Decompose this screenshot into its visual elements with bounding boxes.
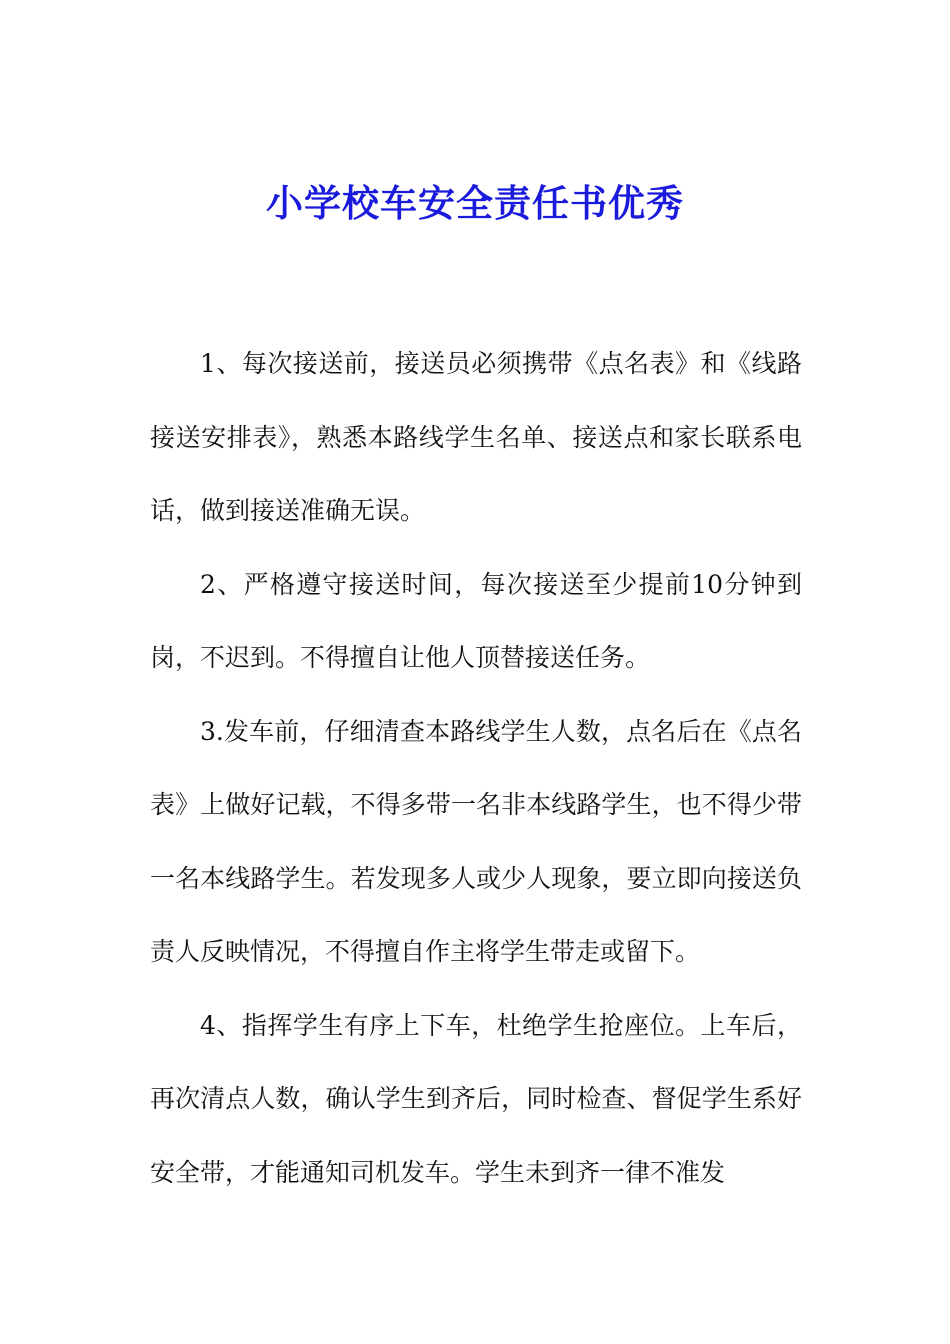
paragraph-3: 3.发车前，仔细清查本路线学生人数，点名后在《点名表》上做好记载，不得多带一名非本线路学生，也不得少带一名本线路学生。若发现多人或少人现象，要立即向接送负责人反映情况，不得擅自作主将学生带走或留下。 [150, 716, 802, 966]
document-body [150, 327, 802, 1209]
paragraph-4: 4、指挥学生有序上下车，杜绝学生抢座位。上车后，再次清点人数，确认学生到齐后，同时检查、督促学生系好安全带，才能通知司机发车。学生未到齐一律不准发 [150, 1010, 802, 1187]
paragraph-2: 2、严格遵守接送时间，每次接送至少提前10分钟到岗，不迟到。不得擅自让他人顶替接送任务。 [150, 569, 802, 672]
document-title: 小学校车安全责任书优秀 [266, 181, 684, 225]
paragraph-1: 1、每次接送前，接送员必须携带《点名表》和《线路接送安排表》，熟悉本路线学生名单、接送点和家长联系电话，做到接送准确无误。 [150, 349, 802, 525]
